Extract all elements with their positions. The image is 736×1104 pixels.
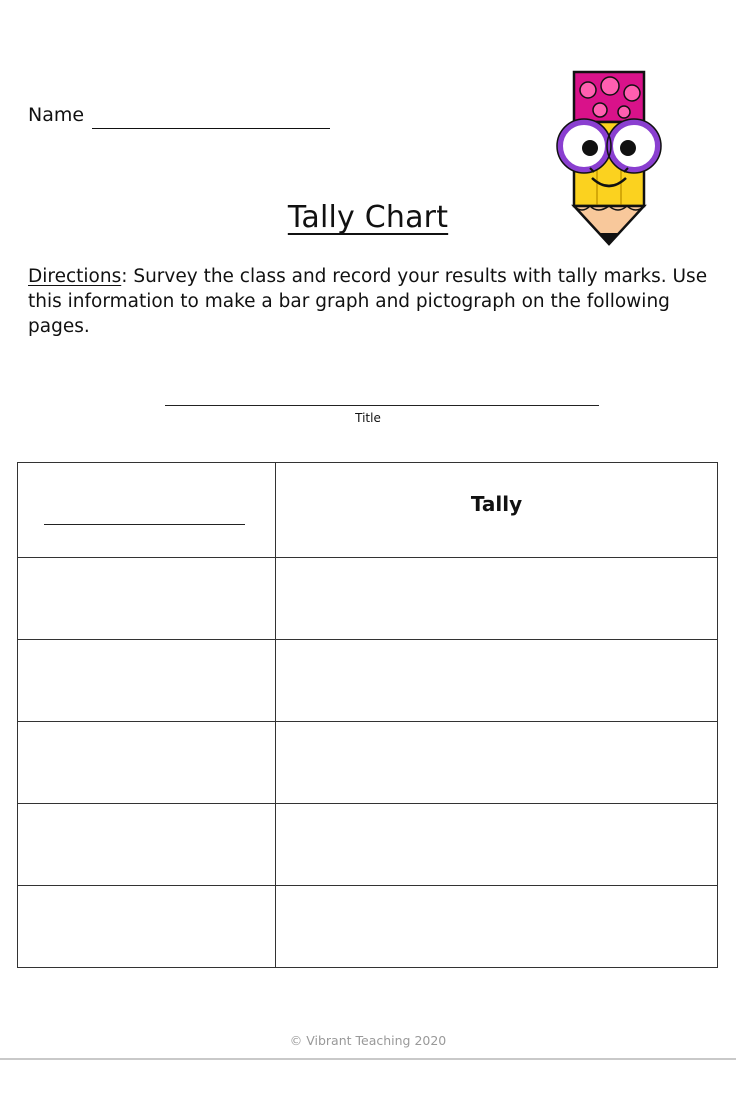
name-label: Name xyxy=(28,104,85,126)
tally-cell[interactable] xyxy=(276,804,718,886)
directions-label: Directions xyxy=(28,266,122,287)
directions-text xyxy=(28,264,718,339)
category-cell[interactable] xyxy=(18,804,276,886)
chart-title-blank-line[interactable] xyxy=(165,405,599,406)
tally-cell[interactable] xyxy=(276,722,718,804)
name-blank-line[interactable] xyxy=(92,128,330,129)
table-row xyxy=(18,722,718,804)
page-title: Tally Chart xyxy=(287,200,449,235)
table-row xyxy=(18,804,718,886)
category-header-cell[interactable] xyxy=(18,463,276,558)
tally-cell[interactable] xyxy=(276,558,718,640)
tally-table xyxy=(17,462,718,968)
category-cell[interactable] xyxy=(18,640,276,722)
table-row xyxy=(18,886,718,968)
tally-cell[interactable] xyxy=(276,640,718,722)
table-header-row xyxy=(18,463,718,558)
table-row xyxy=(18,558,718,640)
category-blank-line xyxy=(44,524,245,525)
directions-body: : Survey the class and record your results with tally marks. Use this information to make a bar graph and pictograph on the following pages. xyxy=(28,266,708,337)
tally-cell[interactable] xyxy=(276,886,718,968)
category-cell[interactable] xyxy=(18,722,276,804)
category-cell[interactable] xyxy=(18,886,276,968)
table-row xyxy=(18,640,718,722)
category-cell[interactable] xyxy=(18,558,276,640)
chart-title-caption: Title xyxy=(355,411,381,425)
copyright-footer: © Vibrant Teaching 2020 xyxy=(289,1033,447,1048)
page-bottom-divider xyxy=(0,1058,736,1060)
tally-header-cell: Tally xyxy=(276,463,718,558)
